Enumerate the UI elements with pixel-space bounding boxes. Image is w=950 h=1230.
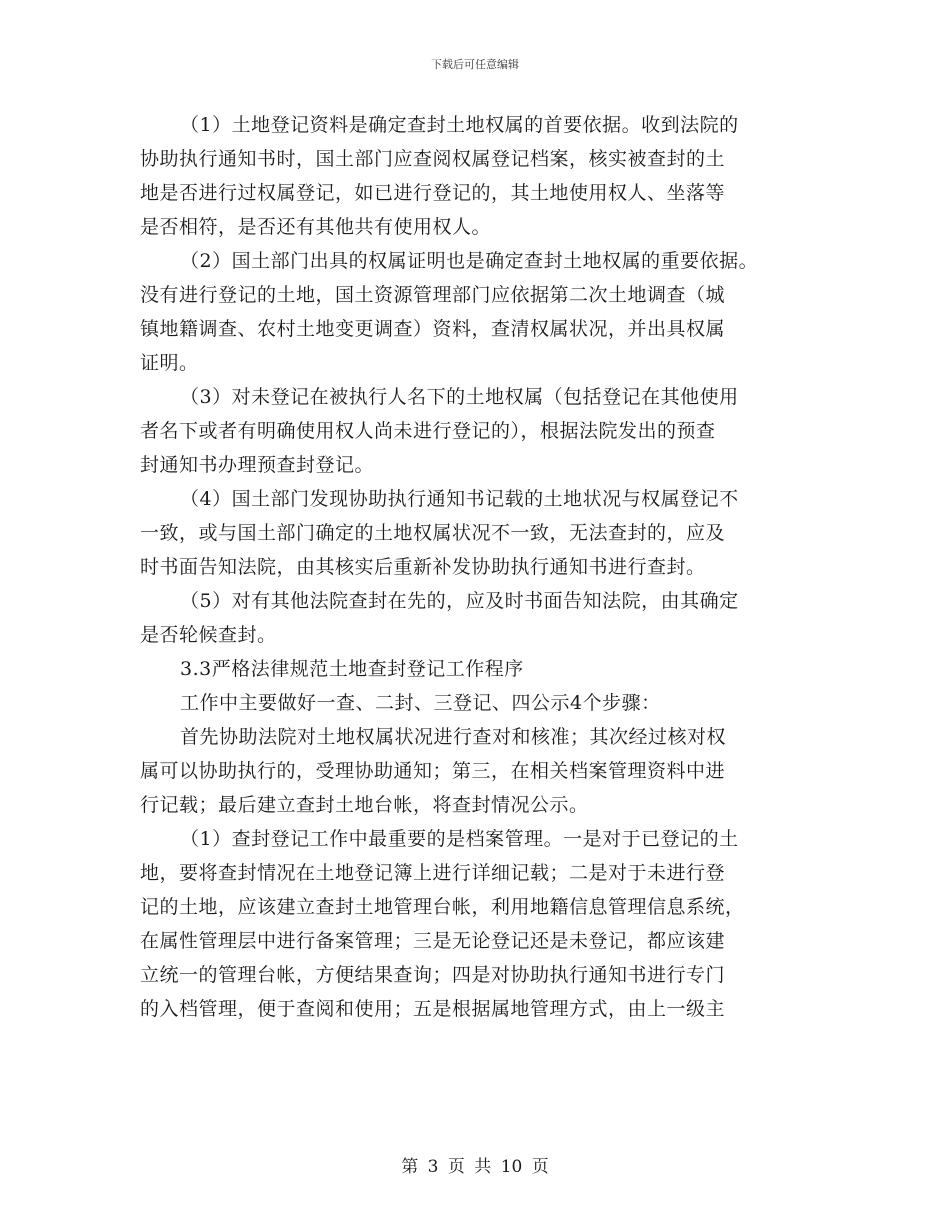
paragraph-line: 证明。	[140, 352, 199, 374]
paragraph-line: 者名下或者有明确使用权人尚未进行登记的），根据法院发出的预查	[140, 420, 716, 442]
paragraph-line: 行记载；最后建立查封土地台帐，将查封情况公示。	[140, 794, 589, 816]
document-body	[140, 108, 820, 1026]
paragraph-line: 时书面告知法院，由其核实后重新补发协助执行通知书进行查封。	[140, 556, 706, 578]
paragraph-line: 工作中主要做好一查、二封、三登记、四公示4个步骤：	[180, 692, 661, 714]
paragraph-line: 立统一的管理台帐，方便结果查询；四是对协助执行通知书进行专门	[140, 964, 726, 986]
paragraph-line: 封通知书办理预查封登记。	[140, 454, 375, 476]
paragraph-line: 是否相符，是否还有其他共有使用权人。	[140, 216, 492, 238]
paragraph-line: （5）对有其他法院查封在先的，应及时书面告知法院，由其确定	[180, 590, 739, 612]
page-number: 第 3 页 共 10 页	[401, 1157, 549, 1177]
paragraph-line: 的入档管理，便于查阅和使用；五是根据属地管理方式，由上一级主	[140, 998, 726, 1020]
paragraph-line: 没有进行登记的土地，国土资源管理部门应依据第二次土地调查（城	[140, 284, 726, 306]
paragraph-line: 在属性管理层中进行备案管理；三是无论登记还是未登记，都应该建	[140, 930, 726, 952]
paragraph-line: （1）土地登记资料是确定查封土地权属的首要依据。收到法院的	[180, 114, 739, 136]
paragraph-line: 镇地籍调查、农村土地变更调查）资料，查清权属状况，并出具权属	[140, 318, 726, 340]
paragraph-line: 首先协助法院对土地权属状况进行查对和核准；其次经过核对权	[180, 726, 727, 748]
paragraph-line: 一致，或与国土部门确定的土地权属状况不一致，无法查封的，应及	[140, 522, 726, 544]
section-heading: 3.3严格法律规范土地查封登记工作程序	[180, 658, 524, 680]
page-header: 下载后可任意编辑	[431, 58, 519, 71]
paragraph-line: （3）对未登记在被执行人名下的土地权属（包括登记在其他使用	[180, 386, 739, 408]
paragraph-line: 地是否进行过权属登记，如已进行登记的，其土地使用权人、坐落等	[140, 182, 726, 204]
paragraph-line: 是否轮候查封。	[140, 624, 277, 646]
paragraph-line: 地，要将查封情况在土地登记簿上进行详细记载；二是对于未进行登	[140, 862, 726, 884]
paragraph-line: 协助执行通知书时，国土部门应查阅权属登记档案，核实被查封的土	[140, 148, 726, 170]
paragraph-line: 记的土地，应该建立查封土地管理台帐，利用地籍信息管理信息系统，	[140, 896, 745, 918]
paragraph-line: 属可以协助执行的，受理协助通知；第三，在相关档案管理资料中进	[140, 760, 726, 782]
paragraph-line: （1）查封登记工作中最重要的是档案管理。一是对于已登记的土	[180, 828, 739, 850]
paragraph-line: （2）国土部门出具的权属证明也是确定查封土地权属的重要依据。	[180, 250, 759, 272]
paragraph-line: （4）国土部门发现协助执行通知书记载的土地状况与权属登记不	[180, 488, 739, 510]
